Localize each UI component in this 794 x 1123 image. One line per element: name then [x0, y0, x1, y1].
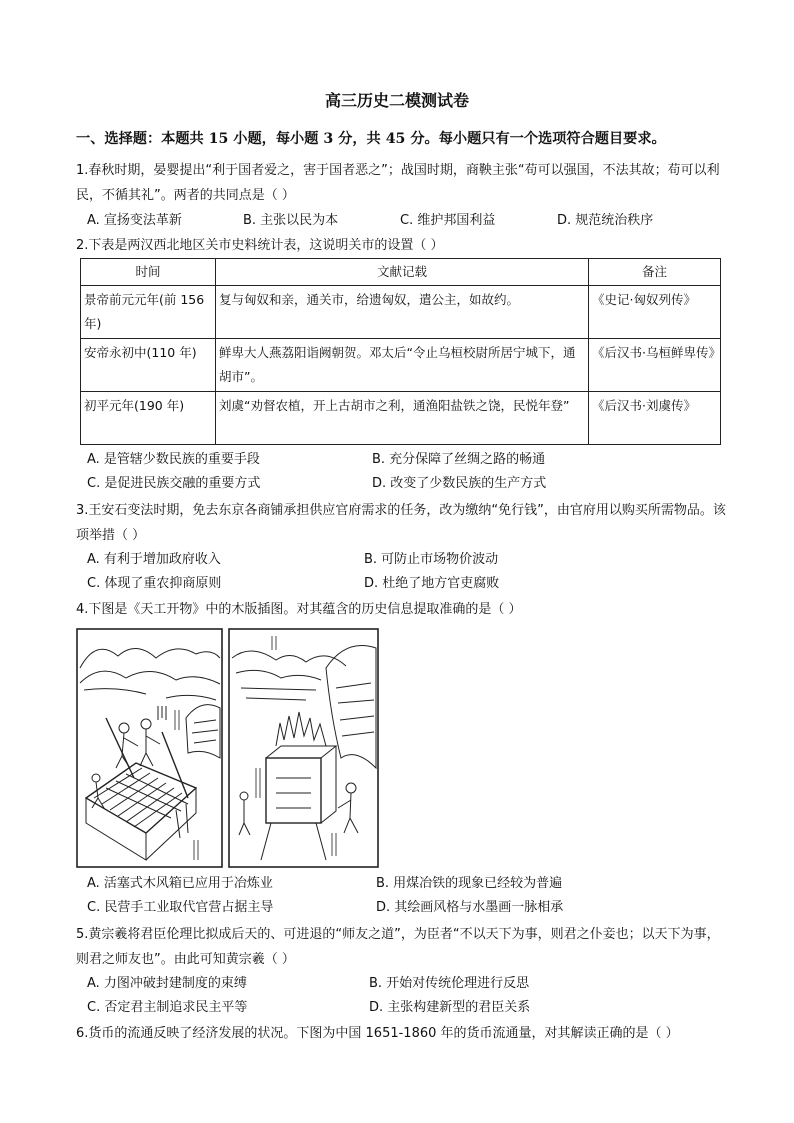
table-header-row: [81, 259, 721, 286]
option-d[interactable]: D. 杜绝了地方官吏腐败: [364, 576, 500, 591]
table-cell: 《史记·匈奴列传》: [589, 286, 721, 339]
table-cell: 景帝前元元年(前 156 年): [81, 286, 216, 339]
table-cell: 复与匈奴和亲，通关市，给遗匈奴，遣公主，如故约。: [216, 286, 589, 339]
right-panel-frame: [229, 629, 378, 867]
section-heading: 一、选择题：本题共 15 小题，每小题 3 分，共 45 分。每小题只有一个选项符合题目要求。: [76, 131, 666, 147]
table-cell: 《后汉书·乌桓鲜卑传》: [589, 339, 721, 392]
option-b[interactable]: B. 开始对传统伦理进行反思: [369, 976, 530, 991]
option-a[interactable]: A. 活塞式木风箱已应用于冶炼业: [87, 876, 273, 891]
option-b[interactable]: B. 主张以民为本: [243, 213, 339, 228]
option-c[interactable]: C. 民营手工业取代官营占据主导: [87, 900, 274, 915]
option-a[interactable]: A. 宣扬变法革新: [87, 213, 182, 228]
question-6-stem: 6.货币的流通反映了经济发展的状况。下图为中国 1651-1860 年的货币流通量，对其解读正确的是（ ）: [76, 1026, 679, 1041]
frontier-market-table: [80, 258, 721, 445]
question-1-options: [87, 209, 727, 233]
question-4-stem: 4.下图是《天工开物》中的木版插图。对其蕴含的历史信息提取准确的是（ ）: [76, 602, 522, 617]
question-5-options: [87, 972, 727, 1020]
option-b[interactable]: B. 充分保障了丝绸之路的畅通: [372, 452, 546, 467]
option-c[interactable]: C. 否定君主制追求民主平等: [87, 1000, 248, 1015]
option-d[interactable]: D. 其绘画风格与水墨画一脉相承: [376, 900, 564, 915]
table-row: [81, 286, 721, 339]
table-cell: 鲜卑大人燕荔阳诣阙朝贺。邓太后“令止乌桓校尉所居宁城下，通胡市”。: [216, 339, 589, 392]
table-row: [81, 339, 721, 392]
question-3-options: [87, 548, 727, 596]
question-5-stem: 5.黄宗羲将君臣伦理比拟成后天的、可进退的“师友之道”，为臣者“不以天下为事，则君之仆妾也；以天下为事，则君之师友也”。由此可知黄宗羲（ ）: [76, 927, 720, 967]
table-cell: 安帝永初中(110 年): [81, 339, 216, 392]
option-c[interactable]: C. 是促进民族交融的重要方式: [87, 476, 261, 491]
option-d[interactable]: D. 主张构建新型的君臣关系: [369, 1000, 531, 1015]
option-a[interactable]: A. 力图冲破封建制度的束缚: [87, 976, 247, 991]
table-row: [81, 392, 721, 445]
question-2-options: [87, 448, 727, 496]
option-c[interactable]: C. 维护邦国利益: [400, 213, 496, 228]
table-cell: 初平元年(190 年): [81, 392, 216, 445]
option-a[interactable]: A. 是管辖少数民族的重要手段: [87, 452, 260, 467]
table-header: 文献记载: [216, 259, 589, 286]
option-b[interactable]: B. 可防止市场物价波动: [364, 552, 499, 567]
question-1-stem: 1.春秋时期，晏婴提出“利于国者爱之，害于国者恶之”；战国时期，商鞅主张“苟可以强国，不法其故；苟可以利民，不循其礼”。两者的共同点是（ ）: [76, 163, 720, 203]
table-header: 备注: [589, 259, 721, 286]
question-4-options: [87, 872, 727, 920]
option-a[interactable]: A. 有利于增加政府收入: [87, 552, 221, 567]
question-2-stem: 2.下表是两汉西北地区关市史料统计表，这说明关市的设置（ ）: [76, 238, 444, 253]
question-3-stem: 3.王安石变法时期，免去东京各商铺承担供应官府需求的任务，改为缴纳“免行钱”，由官府用以购买所需物品。该项举措（ ）: [76, 503, 726, 543]
option-d[interactable]: D. 规范统治秩序: [557, 213, 654, 228]
option-d[interactable]: D. 改变了少数民族的生产方式: [372, 476, 547, 491]
table-cell: 刘虞“劝督农植，开上古胡市之利，通渔阳盐铁之饶，民悦年登”: [216, 392, 589, 445]
option-c[interactable]: C. 体现了重农抑商原则: [87, 576, 222, 591]
woodcut-illustration: [76, 628, 380, 868]
option-b[interactable]: B. 用煤冶铁的现象已经较为普遍: [376, 876, 563, 891]
table-cell: 《后汉书·刘虞传》: [589, 392, 721, 445]
exam-title: 高三历史二模测试卷: [324, 91, 469, 110]
table-header: 时间: [81, 259, 216, 286]
